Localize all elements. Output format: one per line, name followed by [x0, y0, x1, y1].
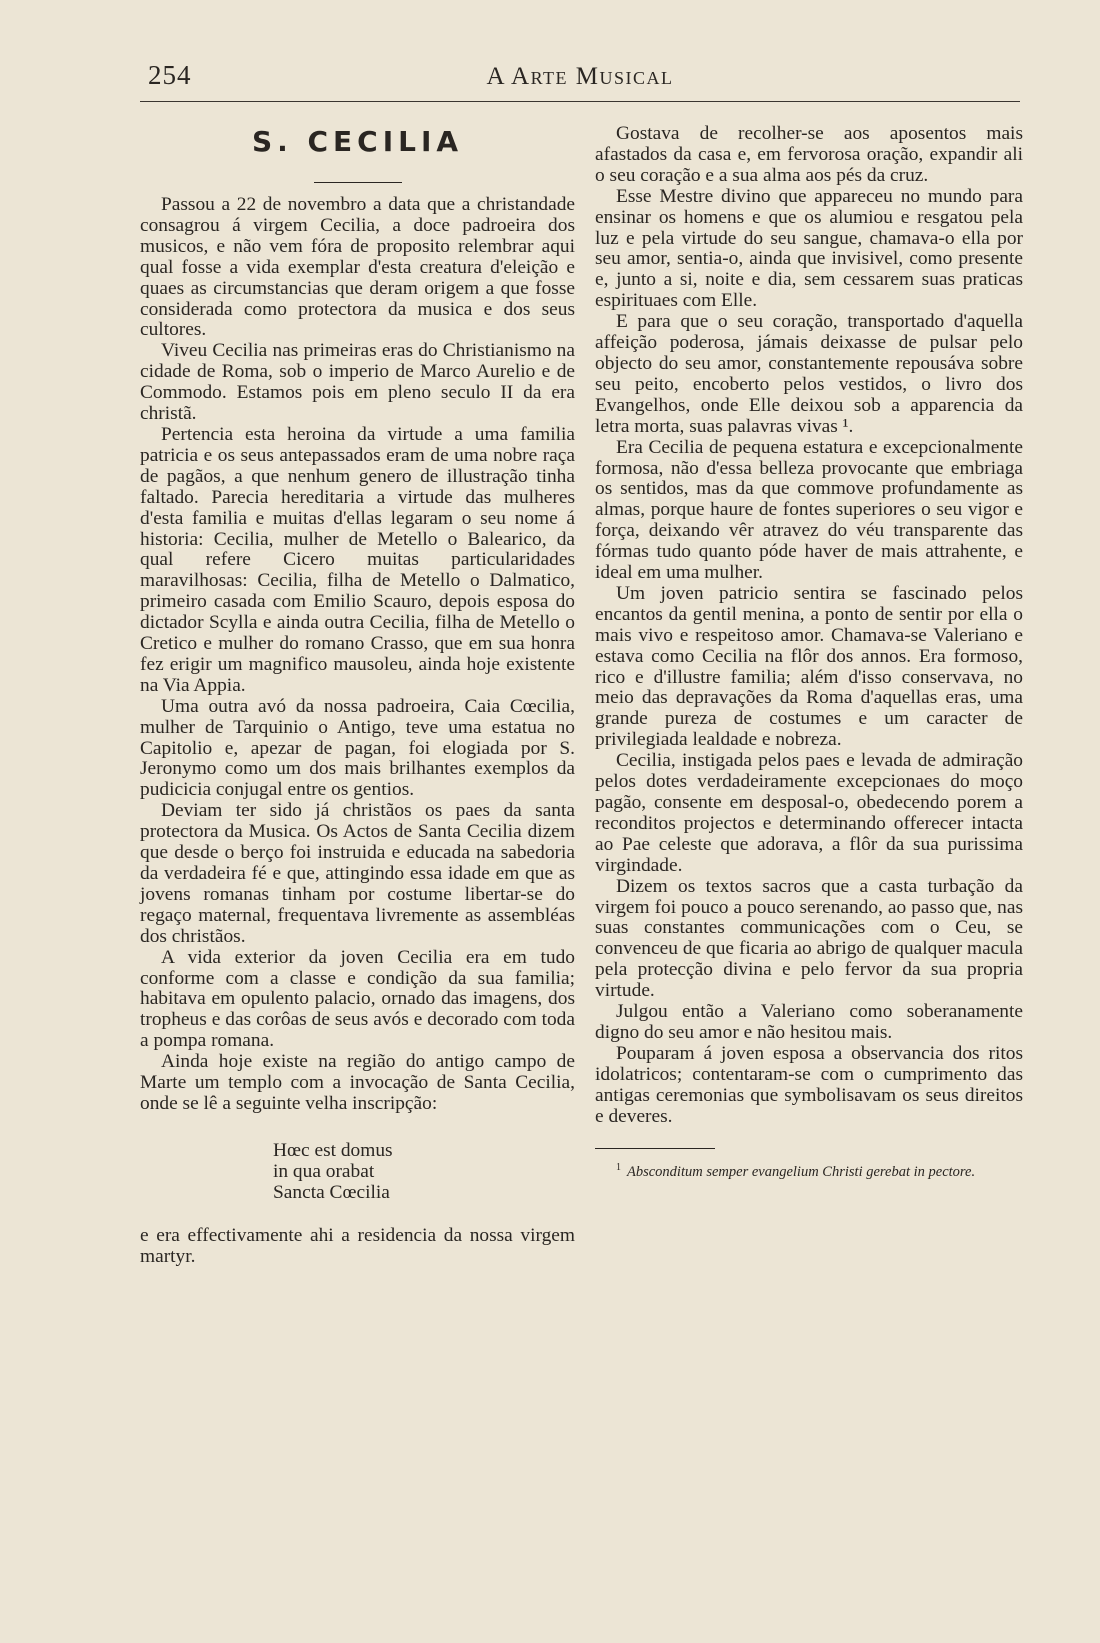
right-column	[595, 124, 1023, 1181]
footnote-mark: 1	[616, 1161, 621, 1173]
header-rule	[140, 101, 1020, 102]
paragraph: E para que o seu coração, transportado d'aquella affeição poderosa, jámais deixasse de pulsar pelo objecto do seu amor, constantemente repousáva sobre seu peito, encoberto pelos vestidos, o livro dos Evangelhos, onde Elle deixou sob a apparencia da letra morta, suas palavras vivas ¹.	[595, 311, 1023, 437]
running-title: A Arte Musical	[486, 63, 674, 90]
inscription-line: in qua orabat	[273, 1160, 375, 1182]
paragraph: A vida exterior da joven Cecilia era em tudo conforme com a classe e condição da sua familia; habitava em opulento palacio, ornado das imagens, dos tropheus e das corôas de seus avós e decorado com toda a pompa romana.	[140, 946, 575, 1052]
article-title: S. CECILIA	[251, 125, 464, 158]
paragraph: Julgou então a Valeriano como soberanamente digno do seu amor e não hesitou mais.	[595, 1001, 1023, 1043]
paragraph: Dizem os textos sacros que a casta turbação da virgem foi pouco a pouco serenando, ao passo que, nas suas constantes communicações com o Ceu, se convenceu de que ficaria ao abrigo de qualquer macula pela protecção divina e pelo fervor da sua propria virtude.	[595, 875, 1023, 1002]
inscription-line: Hœc est domus	[273, 1139, 393, 1161]
inscription	[273, 1141, 575, 1204]
paragraph: Pouparam á joven esposa a observancia dos ritos idolatricos; contentaram-se com o cumprimento das antigas ceremonias que symbolisavam os seus direitos e deveres.	[595, 1042, 1023, 1127]
paragraph: Era Cecilia de pequena estatura e excepcionalmente formosa, não d'essa belleza provocante que embriaga os sentidos, mas da que commove profundamente as almas, porque haure de fontes superiores o seu vigor e força, deixando vêr atravez do véu transparente das fórmas tudo quanto póde haver de mais attrahente, e ideal em uma mulher.	[595, 436, 1023, 584]
title-rule	[314, 182, 402, 183]
paragraph: Deviam ter sido já christãos os paes da santa protectora da Musica. Os Actos de Santa Cecilia dizem que desde o berço foi instruida e educada na sabedoria da verdadeira fé e que, attingindo essa idade em que as jovens romanas tinham por costume libertar-se do regaço maternal, frequentava livremente as assembléas dos christãos.	[140, 800, 575, 947]
paragraph: Viveu Cecilia nas primeiras eras do Christianismo na cidade de Roma, sob o imperio de Marco Aurelio e de Commodo. Estamos pois em pleno seculo II da era christã.	[140, 340, 575, 425]
paragraph: e era effectivamente ahi a residencia da nossa virgem martyr.	[140, 1224, 575, 1267]
footnote-text: Absconditum semper evangelium Christi gerebat in pectore.	[627, 1163, 976, 1180]
paragraph: Uma outra avó da nossa padroeira, Caia Cœcilia, mulher de Tarquinio o Antigo, teve uma estatua no Capitolio e, apezar de pagan, foi elogiada por S. Jeronymo como um dos mais brilhantes exemplos da pudicicia conjugal entre os gentios.	[140, 695, 575, 801]
paragraph: Esse Mestre divino que appareceu no mundo para ensinar os homens e que os alumiou e resgatou pela luz e pela virtude do seu sangue, chamava-o ella por seu amor, sentia-o, ainda que invisivel, como presente e, junto a si, noite e dia, sem cessarem suas praticas espirituaes com Elle.	[595, 185, 1023, 312]
page-number: 254	[148, 60, 192, 90]
page-header	[140, 60, 1020, 100]
footnote-rule	[595, 1148, 715, 1149]
inscription-line: Sancta Cœcilia	[273, 1181, 390, 1203]
paragraph: Pertencia esta heroina da virtude a uma familia patricia e os seus antepassados eram de uma nobre raça de pagãos, a que nenhum genero de illustração tinha faltado. Parecia hereditaria a virtude das mulheres d'esta familia e muitas d'ellas legaram o seu nome á historia: Cecilia, mulher de Metello o Balearico, da qual refere Cicero muitas particularidades maravilhosas: Cecilia, filha de Metello o Dalmatico, primeiro casada com Emilio Scauro, depois esposa do dictador Scylla e ainda outra Cecilia, filha de Metello o Cretico e mulher do romano Crasso, que em sua honra fez erigir um magnifico mausoleu, ainda hoje existente na Via Appia.	[140, 423, 575, 696]
paragraph: Cecilia, instigada pelos paes e levada de admiração pelos dotes verdadeiramente excepcionaes do moço pagão, consente em desposal-o, obedecendo porem a reconditos projectos e determinando offerecer intacta ao Pae celeste que adorava, a flôr da sua purissima virgindade.	[595, 750, 1023, 876]
paragraph: Gostava de recolher-se aos aposentos mais afastados da casa e, em fervorosa oração, expandir ali o seu coração e a sua alma aos pés da cruz.	[595, 123, 1023, 186]
paragraph: Ainda hoje existe na região do antigo campo de Marte um templo com a invocação de Santa Cecilia, onde se lê a seguinte velha inscripção:	[140, 1051, 575, 1114]
footnote	[595, 1159, 1023, 1181]
paragraph: Passou a 22 de novembro a data que a christandade consagrou á virgem Cecilia, a doce padroeira dos musicos, e não vem fóra de proposito relembrar aqui qual fosse a vida exemplar d'esta creatura d'eleição e quaes as circumstancias que deram origem a que fosse considerada como protectora da musica e dos seus cultores.	[140, 194, 575, 341]
paragraph: Um joven patricio sentira se fascinado pelos encantos da gentil menina, a ponto de sentir por ella o mais vivo e respeitoso amor. Chamava-se Valeriano e estava como Cecilia na flôr dos annos. Era formoso, rico e d'illustre familia; além d'isso conservava, no meio das depravações da Roma d'aquellas eras, uma grande pureza de costumes e um caracter de privilegiada lealdade e nobreza.	[595, 582, 1023, 751]
left-column	[140, 124, 575, 1267]
